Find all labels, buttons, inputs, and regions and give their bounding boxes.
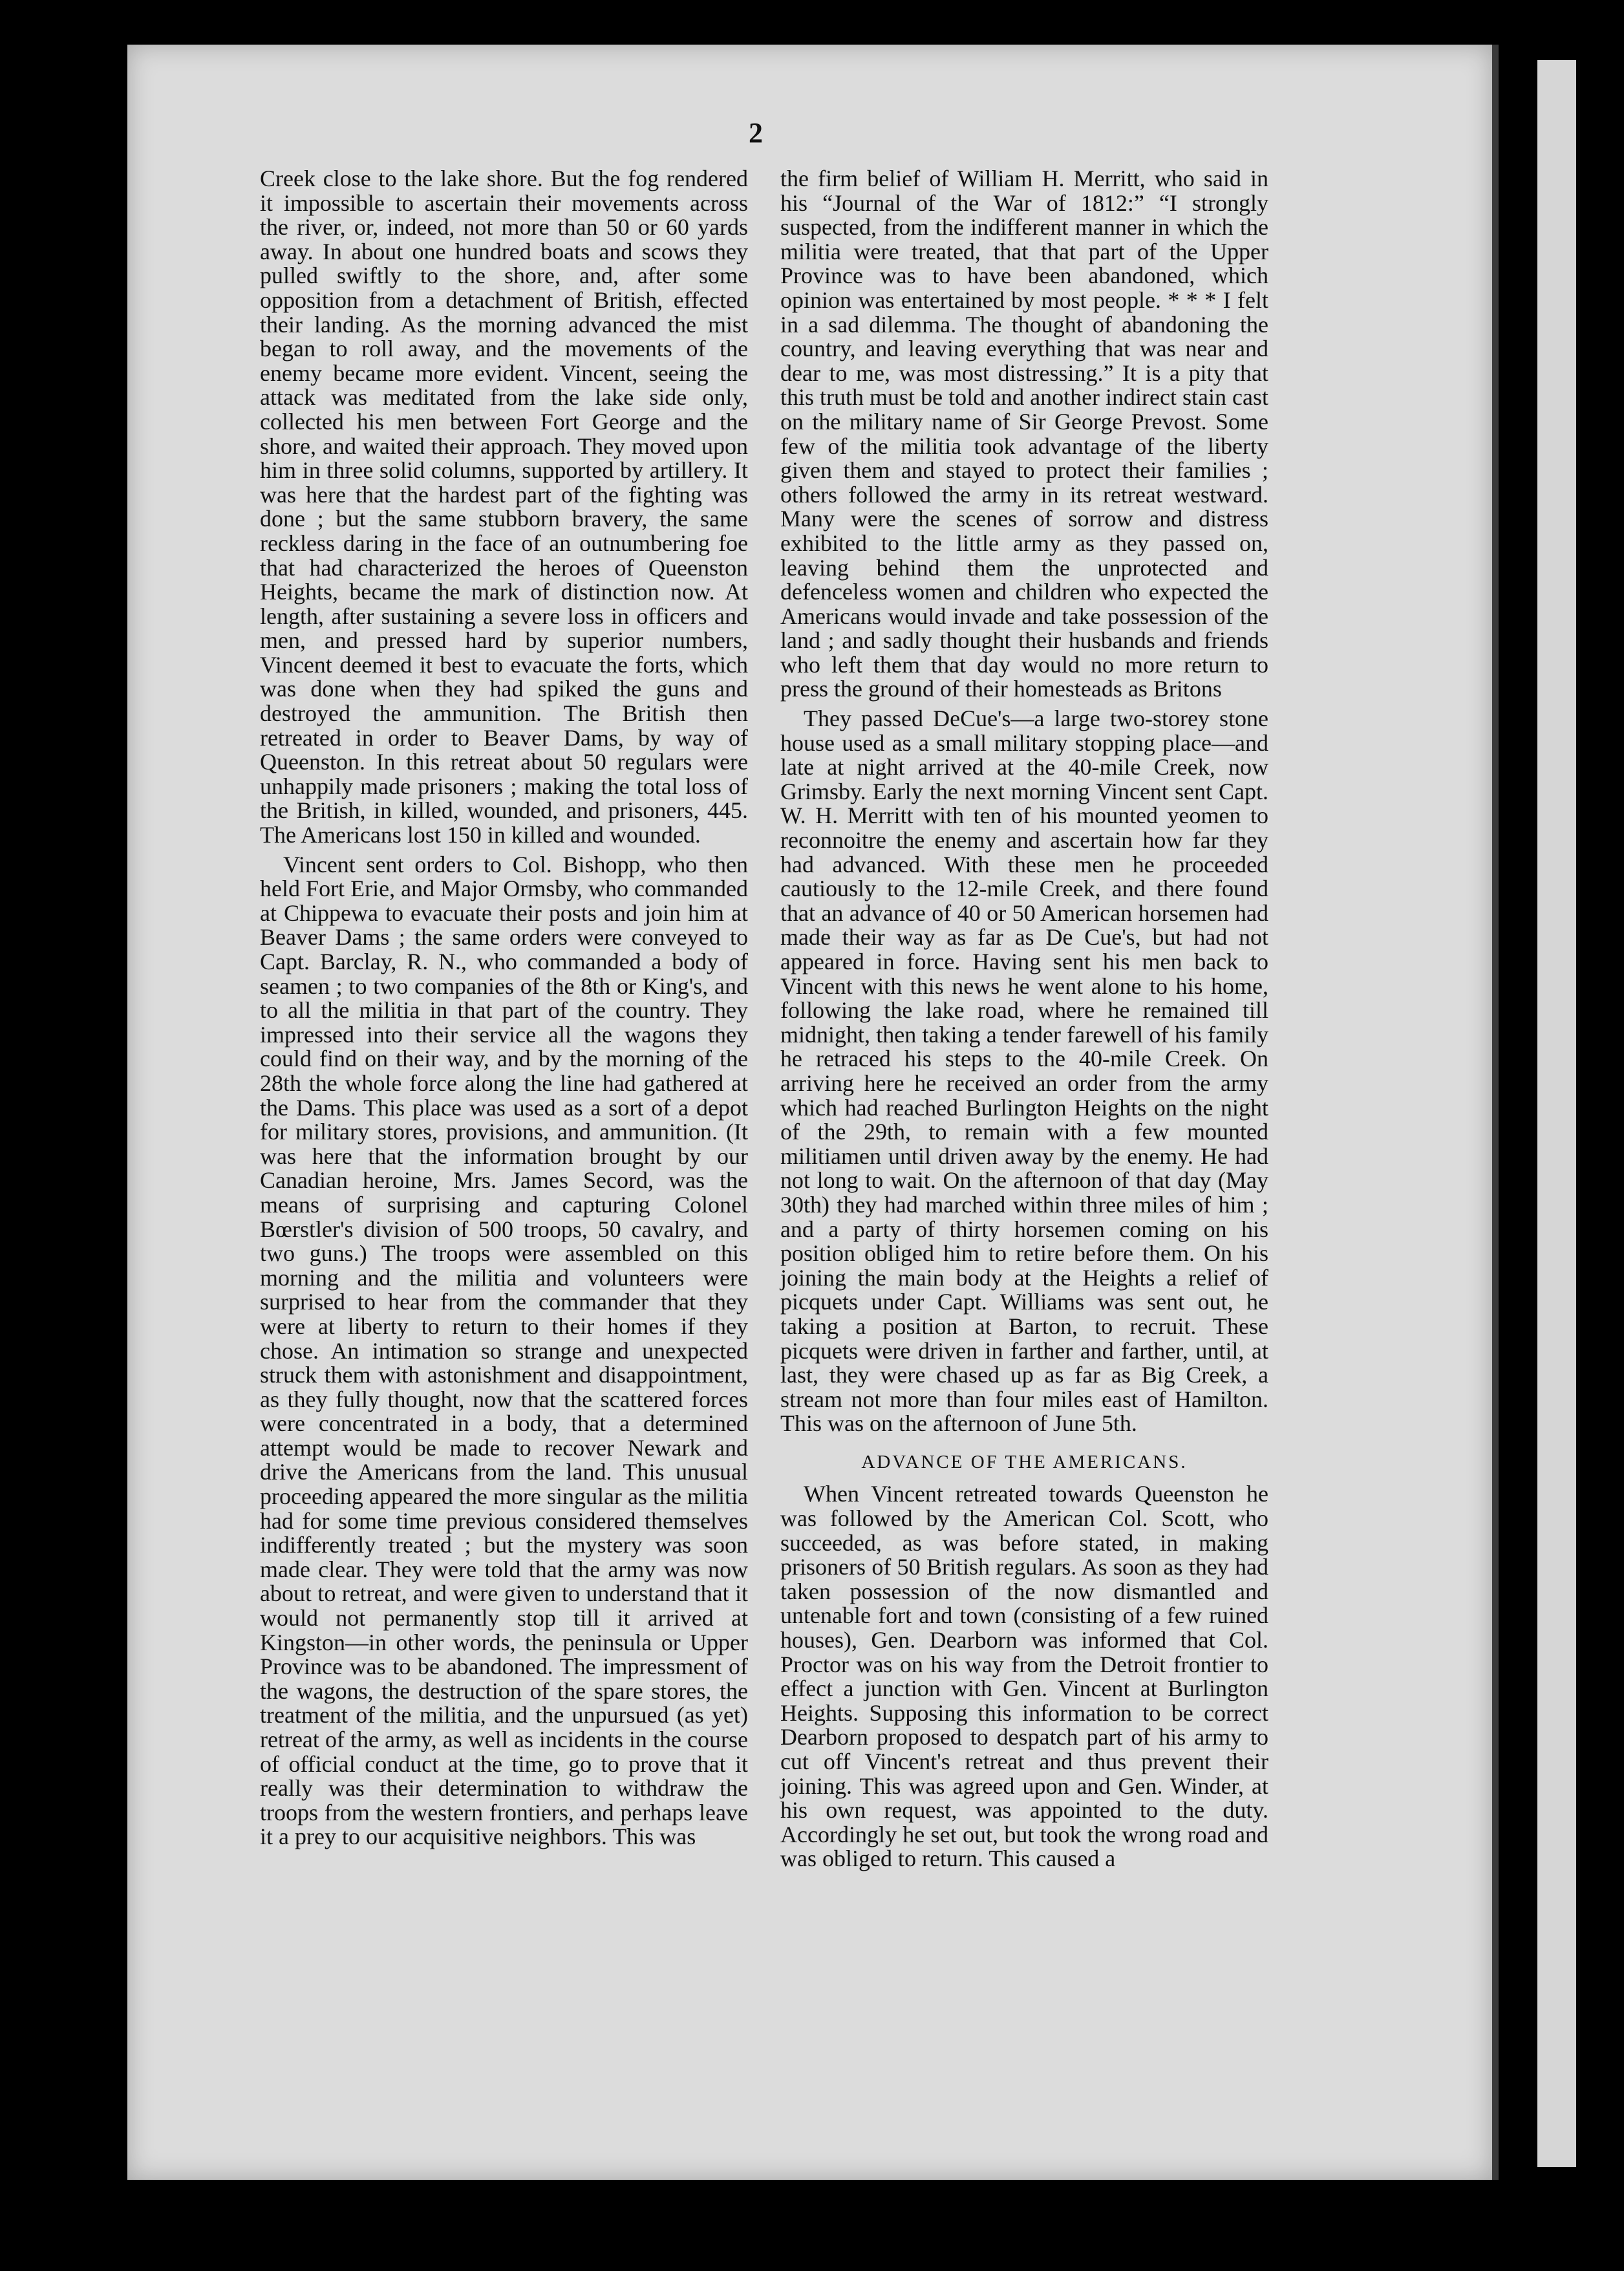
left-column (260, 167, 748, 1849)
paragraph: Vincent sent orders to Col. Bishopp, who then held Fort Erie, and Major Ormsby, who commanded at Chippewa to evacuate their posts and join him at Beaver Dams ; the same orders were conveyed to Capt. Barclay, R. N., who commanded a body of seamen ; to two companies of the 8th or King's, and to all the militia in that part of the country. They impressed into their service all the wagons they could find on their way, and by the morning of the 28th the whole force along the line had gathered at the Dams. This place was used as a sort of a depot for military stores, provisions, and ammunition. (It was here that the information brought by our Canadian heroine, Mrs. James Secord, was the means of surprising and capturing Colonel Bœrstler's division of 500 troops, 50 cavalry, and two guns.) The troops were assembled on this morning and the militia and volunteers were surprised to hear from the commander that they were at liberty to return to their homes if they chose. An intimation so strange and unexpected struck them with astonishment and disappointment, as they fully thought, now that the scattered forces were concentrated in a body, that a determined attempt would be made to recover Newark and drive the Americans from the land. This unusual proceeding appeared the more singular as the militia had for some time previous considered themselves indifferently treated ; but the mystery was soon made clear. They were told that the army was now about to retreat, and were given to understand that it would not permanently stop till it arrived at Kingston—in other words, the peninsula or Upper Province was to be abandoned. The impressment of the wagons, the destruction of the spare stores, the treatment of the militia, and the unpursued (as yet) retreat of the army, as well as incidents in the course of official conduct at the time, go to prove that it really was their determination to withdraw the troops from the western frontiers, and perhaps leave it a prey to our acquisitive neighbors. This was (260, 851, 748, 1850)
paragraph: They passed DeCue's—a large two-storey stone house used as a small military stopping place—and late at night arrived at the 40-mile Creek, now Grimsby. Early the next morning Vincent sent Capt. W. H. Merritt with ten of his mounted yeomen to reconnoitre the enemy and ascertain how far they had advanced. With these men he proceeded cautiously to the 12-mile Creek, and there found that an advance of 40 or 50 American horsemen had made their way as far as De Cue's, but had not appeared in force. Having sent his men back to Vincent with this news he went alone to his home, following the lake road, where he remained till midnight, then taking a tender farewell of his family he retraced his steps to the 40-mile Creek. On arriving here he received an order from the army which had reached Burlington Heights on the night of the 29th, to remain with a few mounted militiamen until driven away by the enemy. He had not long to wait. On the afternoon of that day (May 30th) they had marched within three miles of him ; and a party of thirty horsemen coming on his position obliged him to retire before them. On his joining the main body at the Heights a relief of picquets under Capt. Williams was sent out, he taking a position at Barton, to recruit. These picquets were driven in farther and farther, until, at last, they were chased up as far as Big Creek, a stream not more than four miles east of Hamilton. This was on the afternoon of June 5th. (780, 705, 1268, 1437)
page-number: 2 (749, 117, 763, 149)
paragraph: the firm belief of William H. Merritt, who said in his “Journal of the War of 1812:” “I strongly suspected, from the indifferent manner in which the militia were treated, that that part of the Upper Province was to have been abandoned, which opinion was entertained by most people. * * * I felt in a sad dilemma. The thought of abandoning the country, and leaving everything that was near and dear to me, was most distressing.” It is a pity that this truth must be told and another indirect stain cast on the military name of Sir George Prevost. Some few of the militia took advantage of the liberty given them and stayed to protect their families ; others followed the army in its retreat westward. Many were the scenes of sorrow and distress exhibited to the little army as they passed on, leaving behind them the unprotected and defenceless women and children who expected the Americans would invade and take possession of the land ; and sadly thought their husbands and friends who left them that day would no more return to press the ground of their homesteads as Britons (780, 166, 1268, 702)
right-column (780, 167, 1268, 1871)
page-edge-shadow (1492, 45, 1499, 2180)
paragraph: When Vincent retreated towards Queenston he was followed by the American Col. Scott, who succeeded, as was before stated, in making prisoners of 50 British regulars. As soon as they had taken possession of the now dismantled and untenable fort and town (consisting of a few ruined houses), Gen. Dearborn was informed that Col. Proctor was on his way from the Detroit frontier to effect a junction with Gen. Vincent at Burlington Heights. Supposing this information to be correct Dearborn proposed to despatch part of his army to cut off Vincent's retreat and thus prevent their joining. This was agreed upon and Gen. Winder, at his own request, was appointed to the duty. Accordingly he set out, but took the wrong road and was obliged to return. This caused a (780, 1481, 1268, 1872)
section-heading: ADVANCE OF THE AMERICANS. (861, 1451, 1188, 1472)
paragraph: Creek close to the lake shore. But the fog rendered it impossible to ascertain their movements across the river, or, indeed, not more than 50 or 60 yards away. In about one hundred boats and scows they pulled swiftly to the shore, and, after some opposition from a detachment of British, effected their landing. As the morning advanced the mist began to roll away, and the movements of the enemy became more evident. Vincent, seeing the attack was meditated from the lake side only, collected his men between Fort George and the shore, and waited their approach. They moved upon him in three solid columns, supported by artillery. It was here that the hardest part of the fighting was done ; but the same stubborn bravery, the same reckless daring in the face of an outnumbering foe that had characterized the heroes of Queenston Heights, became the mark of distinction now. At length, after sustaining a severe loss in officers and men, and pressed hard by superior numbers, Vincent deemed it best to evacuate the forts, which was done when they had spiked the guns and destroyed the ammunition. The British then retreated in order to Beaver Dams, by way of Queenston. In this retreat about 50 regulars were unhappily made prisoners ; making the total loss of the British, in killed, wounded, and prisoners, 445. The Americans lost 150 in killed and wounded. (260, 166, 748, 848)
adjacent-page-strip (1537, 60, 1576, 2167)
